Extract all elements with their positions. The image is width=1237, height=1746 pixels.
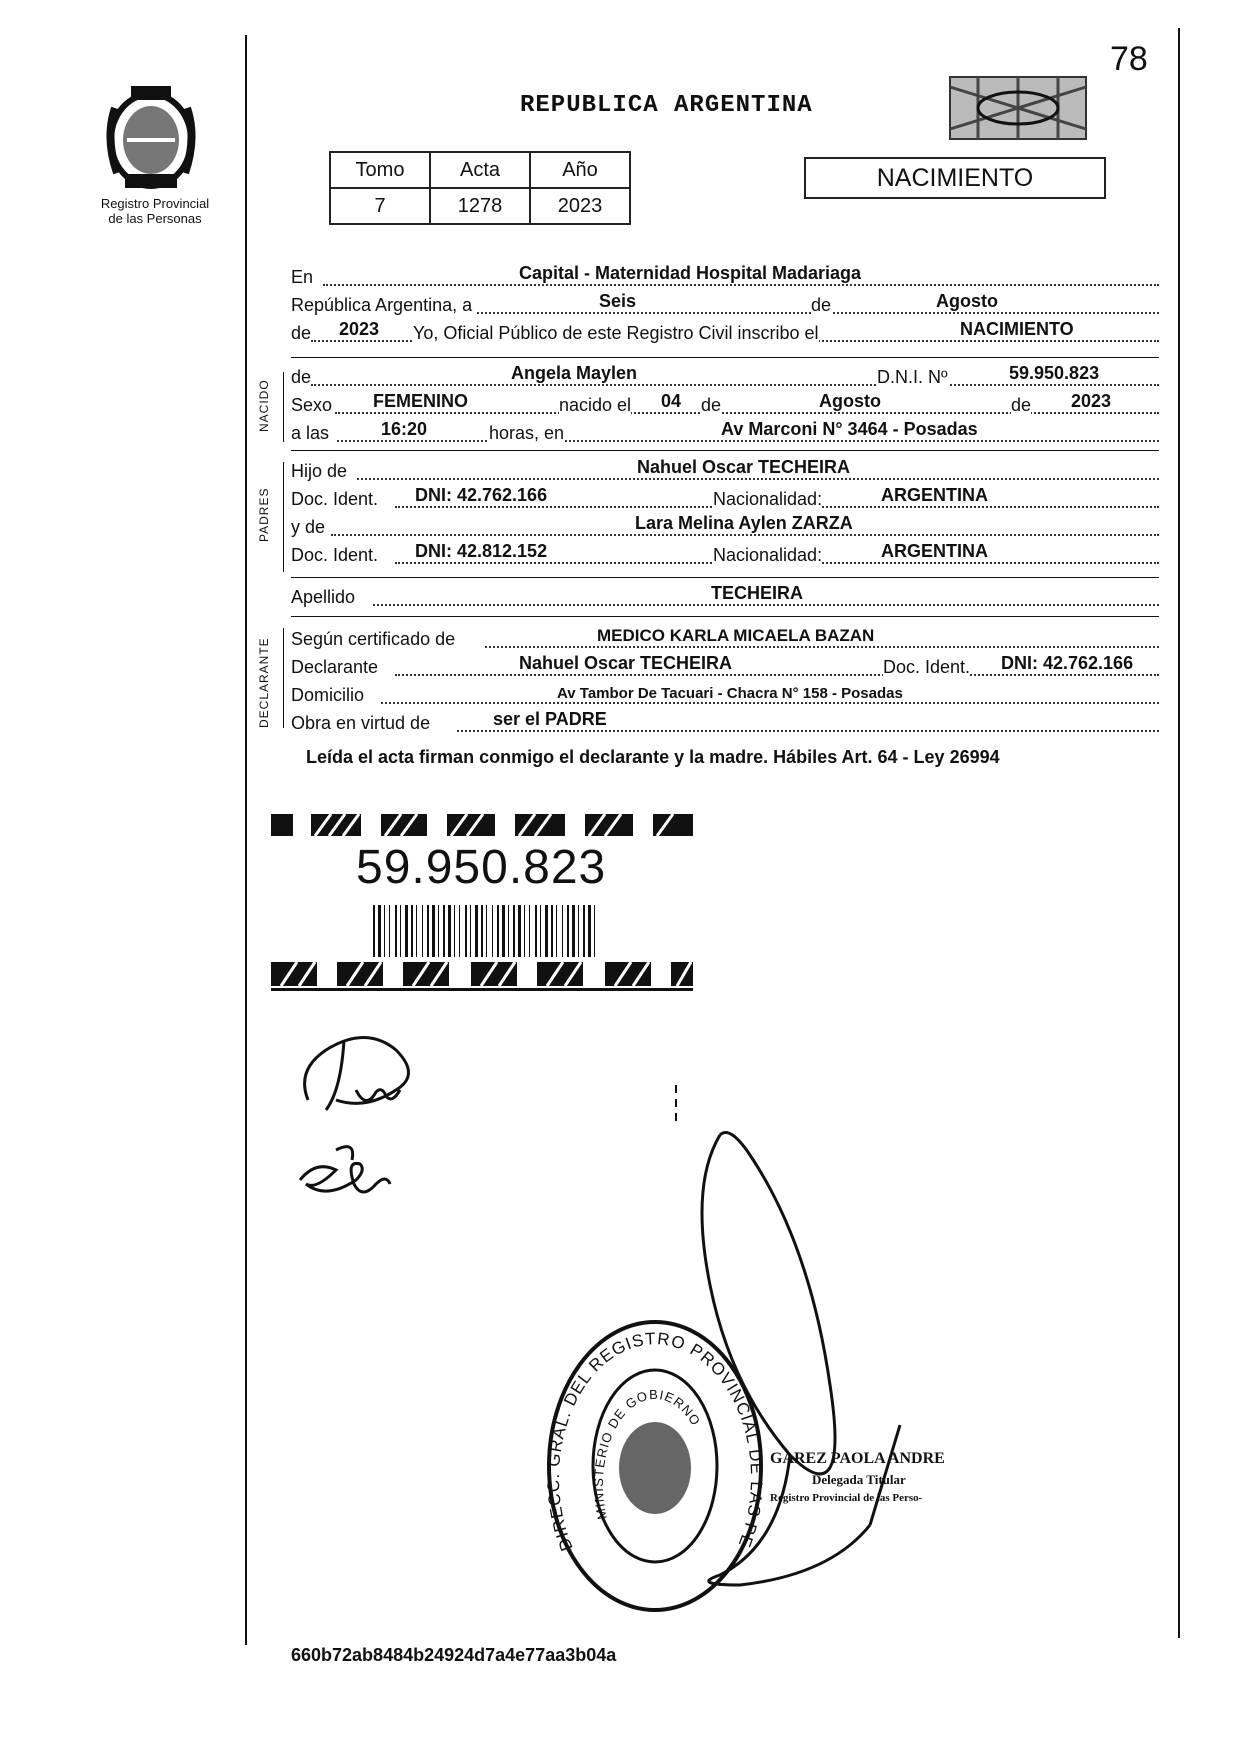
barcode-bar bbox=[518, 905, 521, 957]
barcode-bar bbox=[567, 905, 569, 957]
barcode-bar bbox=[389, 905, 390, 957]
section-bracket bbox=[283, 372, 284, 442]
padre-doc-value: DNI: 42.762.166 bbox=[415, 485, 548, 505]
row-domicilio: Domicilio Av Tambor De Tacuari - Chacra N° 158 - Posadas bbox=[291, 680, 1159, 708]
barcode-bar bbox=[594, 905, 595, 957]
acta-value: 1278 bbox=[430, 188, 530, 224]
official-stamp bbox=[545, 1318, 765, 1614]
barcode-bar bbox=[405, 905, 408, 957]
barcode-bar bbox=[578, 905, 579, 957]
row-padre-doc: Doc. Ident. DNI: 42.762.166 Nacionalidad: ARGENTINA bbox=[291, 484, 1159, 512]
barcode-bar bbox=[545, 905, 548, 957]
barcode-bar bbox=[395, 905, 397, 957]
barcode-bar bbox=[443, 905, 445, 957]
row-padre: Hijo de Nahuel Oscar TECHEIRA bbox=[291, 456, 1159, 484]
barcode-icon bbox=[373, 905, 599, 957]
acto-value: NACIMIENTO bbox=[960, 319, 1074, 339]
record-meta-table bbox=[329, 151, 631, 225]
nombre-value: Angela Maylen bbox=[511, 363, 638, 383]
obra-value: ser el PADRE bbox=[493, 709, 607, 729]
row-nombre: de Angela Maylen D.N.I. Nº 59.950.823 bbox=[291, 362, 1159, 390]
lugar-nac-value: Av Marconi N° 3464 - Posadas bbox=[721, 419, 978, 439]
madre-doc-value: DNI: 42.812.152 bbox=[415, 541, 548, 561]
nac-anio-value: 2023 bbox=[1071, 391, 1112, 411]
barcode-bar bbox=[497, 905, 499, 957]
row-sexo: Sexo FEMENINO nacido el 04 de Agosto de 2023 bbox=[291, 390, 1159, 418]
barcode-bar bbox=[427, 905, 429, 957]
row-declarante: Declarante Nahuel Oscar TECHEIRA Doc. Ident. DNI: 42.762.166 bbox=[291, 652, 1159, 680]
barcode-bar bbox=[400, 905, 401, 957]
madre-value: Lara Melina Aylen ZARZA bbox=[635, 513, 853, 533]
barcode-bar bbox=[411, 905, 413, 957]
stamp-outer-text: DIRECC. GRAL. DEL REGISTRO PROVINCIAL DE LAS PE bbox=[545, 1329, 765, 1554]
security-pattern-top-icon bbox=[271, 810, 721, 840]
signer-org: Registro Provincial de las Perso- bbox=[770, 1492, 923, 1504]
barcode-bar bbox=[448, 905, 451, 957]
right-margin-line bbox=[1178, 28, 1180, 1638]
barcode-bar bbox=[502, 905, 505, 957]
dni-value: 59.950.823 bbox=[1009, 363, 1100, 383]
security-pattern-bottom-icon bbox=[271, 960, 721, 992]
document-title: REPUBLICA ARGENTINA bbox=[520, 92, 813, 119]
anio-value: 2023 bbox=[530, 188, 630, 224]
padre-value: Nahuel Oscar TECHEIRA bbox=[637, 457, 851, 477]
certificado-value: MEDICO KARLA MICAELA BAZAN bbox=[597, 626, 875, 645]
sexo-value: FEMENINO bbox=[373, 391, 469, 411]
signer-role: Delegada Titular bbox=[812, 1472, 906, 1487]
barcode-bar bbox=[459, 905, 460, 957]
barcode-bar bbox=[529, 905, 530, 957]
acta-header: Acta bbox=[430, 152, 530, 188]
section-bracket bbox=[283, 462, 284, 572]
dashed-mark bbox=[675, 1085, 677, 1127]
barcode-bar bbox=[454, 905, 455, 957]
row-lugar: En Capital - Maternidad Hospital Madariaga bbox=[291, 262, 1159, 290]
barcode-bar bbox=[438, 905, 439, 957]
declarante-value: Nahuel Oscar TECHEIRA bbox=[519, 653, 733, 673]
apellido-value: TECHEIRA bbox=[711, 583, 804, 603]
barcode-bar bbox=[513, 905, 515, 957]
mes-value: Agosto bbox=[936, 291, 998, 311]
stamp-inner-text: MINISTERIO DE GOBIERNO bbox=[590, 1386, 704, 1521]
section-declarante-label: DECLARANTE bbox=[257, 637, 271, 728]
row-madre-doc: Doc. Ident. DNI: 42.812.152 Nacionalidad: ARGENTINA bbox=[291, 540, 1159, 568]
row-apellido: Apellido TECHEIRA bbox=[291, 582, 1159, 610]
separator bbox=[291, 577, 1159, 578]
row-obra: Obra en virtud de ser el PADRE bbox=[291, 708, 1159, 736]
lugar-value: Capital - Maternidad Hospital Madariaga bbox=[519, 263, 862, 283]
declarant-signature-icon bbox=[296, 1030, 426, 1130]
closing-statement: Leída el acta firman conmigo el declarante y la madre. Hábiles Art. 64 - Ley 26994 bbox=[306, 747, 1000, 767]
domicilio-value: Av Tambor De Tacuari - Chacra N° 158 - Posadas bbox=[557, 685, 903, 702]
dia-value: Seis bbox=[599, 291, 637, 311]
barcode-bar bbox=[481, 905, 483, 957]
barcode-bar bbox=[378, 905, 381, 957]
row-certificado: Según certificado de MEDICO KARLA MICAELA BAZAN bbox=[291, 624, 1159, 652]
document-hash: 660b72ab8484b24924d7a4e77aa3b04a bbox=[291, 1645, 617, 1665]
declarante-doc-value: DNI: 42.762.166 bbox=[1001, 653, 1134, 673]
barcode-bar bbox=[540, 905, 541, 957]
barcode-bar bbox=[583, 905, 585, 957]
barcode-bar bbox=[588, 905, 591, 957]
barcode-bar bbox=[556, 905, 557, 957]
barcode-bar bbox=[492, 905, 493, 957]
barcode-bar bbox=[551, 905, 553, 957]
logo-caption: Registro Provincial de las Personas bbox=[100, 196, 210, 226]
anio-value-text: 2023 bbox=[339, 319, 380, 339]
anio-header: Año bbox=[530, 152, 630, 188]
row-fecha: República Argentina, a Seis de Agosto bbox=[291, 290, 1159, 318]
separator bbox=[291, 357, 1159, 358]
section-bracket bbox=[283, 628, 284, 728]
barcode-number: 59.950.823 bbox=[356, 841, 607, 894]
padre-nac-value: ARGENTINA bbox=[881, 485, 988, 505]
barcode-bar bbox=[432, 905, 435, 957]
barcode-bar bbox=[422, 905, 423, 957]
separator bbox=[291, 450, 1159, 451]
row-hora: a las 16:20 horas, en Av Marconi N° 3464 - Posadas bbox=[291, 418, 1159, 446]
barcode-bar bbox=[465, 905, 467, 957]
barcode-bar bbox=[524, 905, 525, 957]
tomo-header: Tomo bbox=[330, 152, 430, 188]
hora-value: 16:20 bbox=[381, 419, 428, 439]
barcode-bar bbox=[562, 905, 563, 957]
separator bbox=[291, 616, 1159, 617]
nac-dia-value: 04 bbox=[661, 391, 682, 411]
section-padres-label: PADRES bbox=[257, 487, 271, 542]
section-nacido-label: NACIDO bbox=[257, 379, 271, 432]
barcode-bar bbox=[470, 905, 471, 957]
barcode-bar bbox=[535, 905, 537, 957]
row-madre: y de Lara Melina Aylen ZARZA bbox=[291, 512, 1159, 540]
signer-name: GAREZ PAOLA ANDRE bbox=[770, 1450, 945, 1467]
record-type-box: NACIMIENTO bbox=[804, 157, 1106, 199]
barcode-bar bbox=[384, 905, 385, 957]
barcode-bar bbox=[508, 905, 509, 957]
barcode-bar bbox=[416, 905, 417, 957]
madre-nac-value: ARGENTINA bbox=[881, 541, 988, 561]
barcode-bar bbox=[572, 905, 575, 957]
nac-mes-value: Agosto bbox=[819, 391, 881, 411]
barcode-bar bbox=[475, 905, 478, 957]
security-seal-icon bbox=[948, 75, 1088, 141]
row-acto: de 2023 Yo, Oficial Público de este Registro Civil inscribo el NACIMIENTO bbox=[291, 318, 1159, 346]
barcode-bar bbox=[373, 905, 375, 957]
mother-signature-icon bbox=[296, 1140, 396, 1210]
provincial-emblem-icon bbox=[95, 78, 207, 196]
left-margin-line bbox=[245, 35, 247, 1645]
page-number: 78 bbox=[1110, 40, 1148, 78]
barcode-bar bbox=[486, 905, 487, 957]
tomo-value: 7 bbox=[330, 188, 430, 224]
